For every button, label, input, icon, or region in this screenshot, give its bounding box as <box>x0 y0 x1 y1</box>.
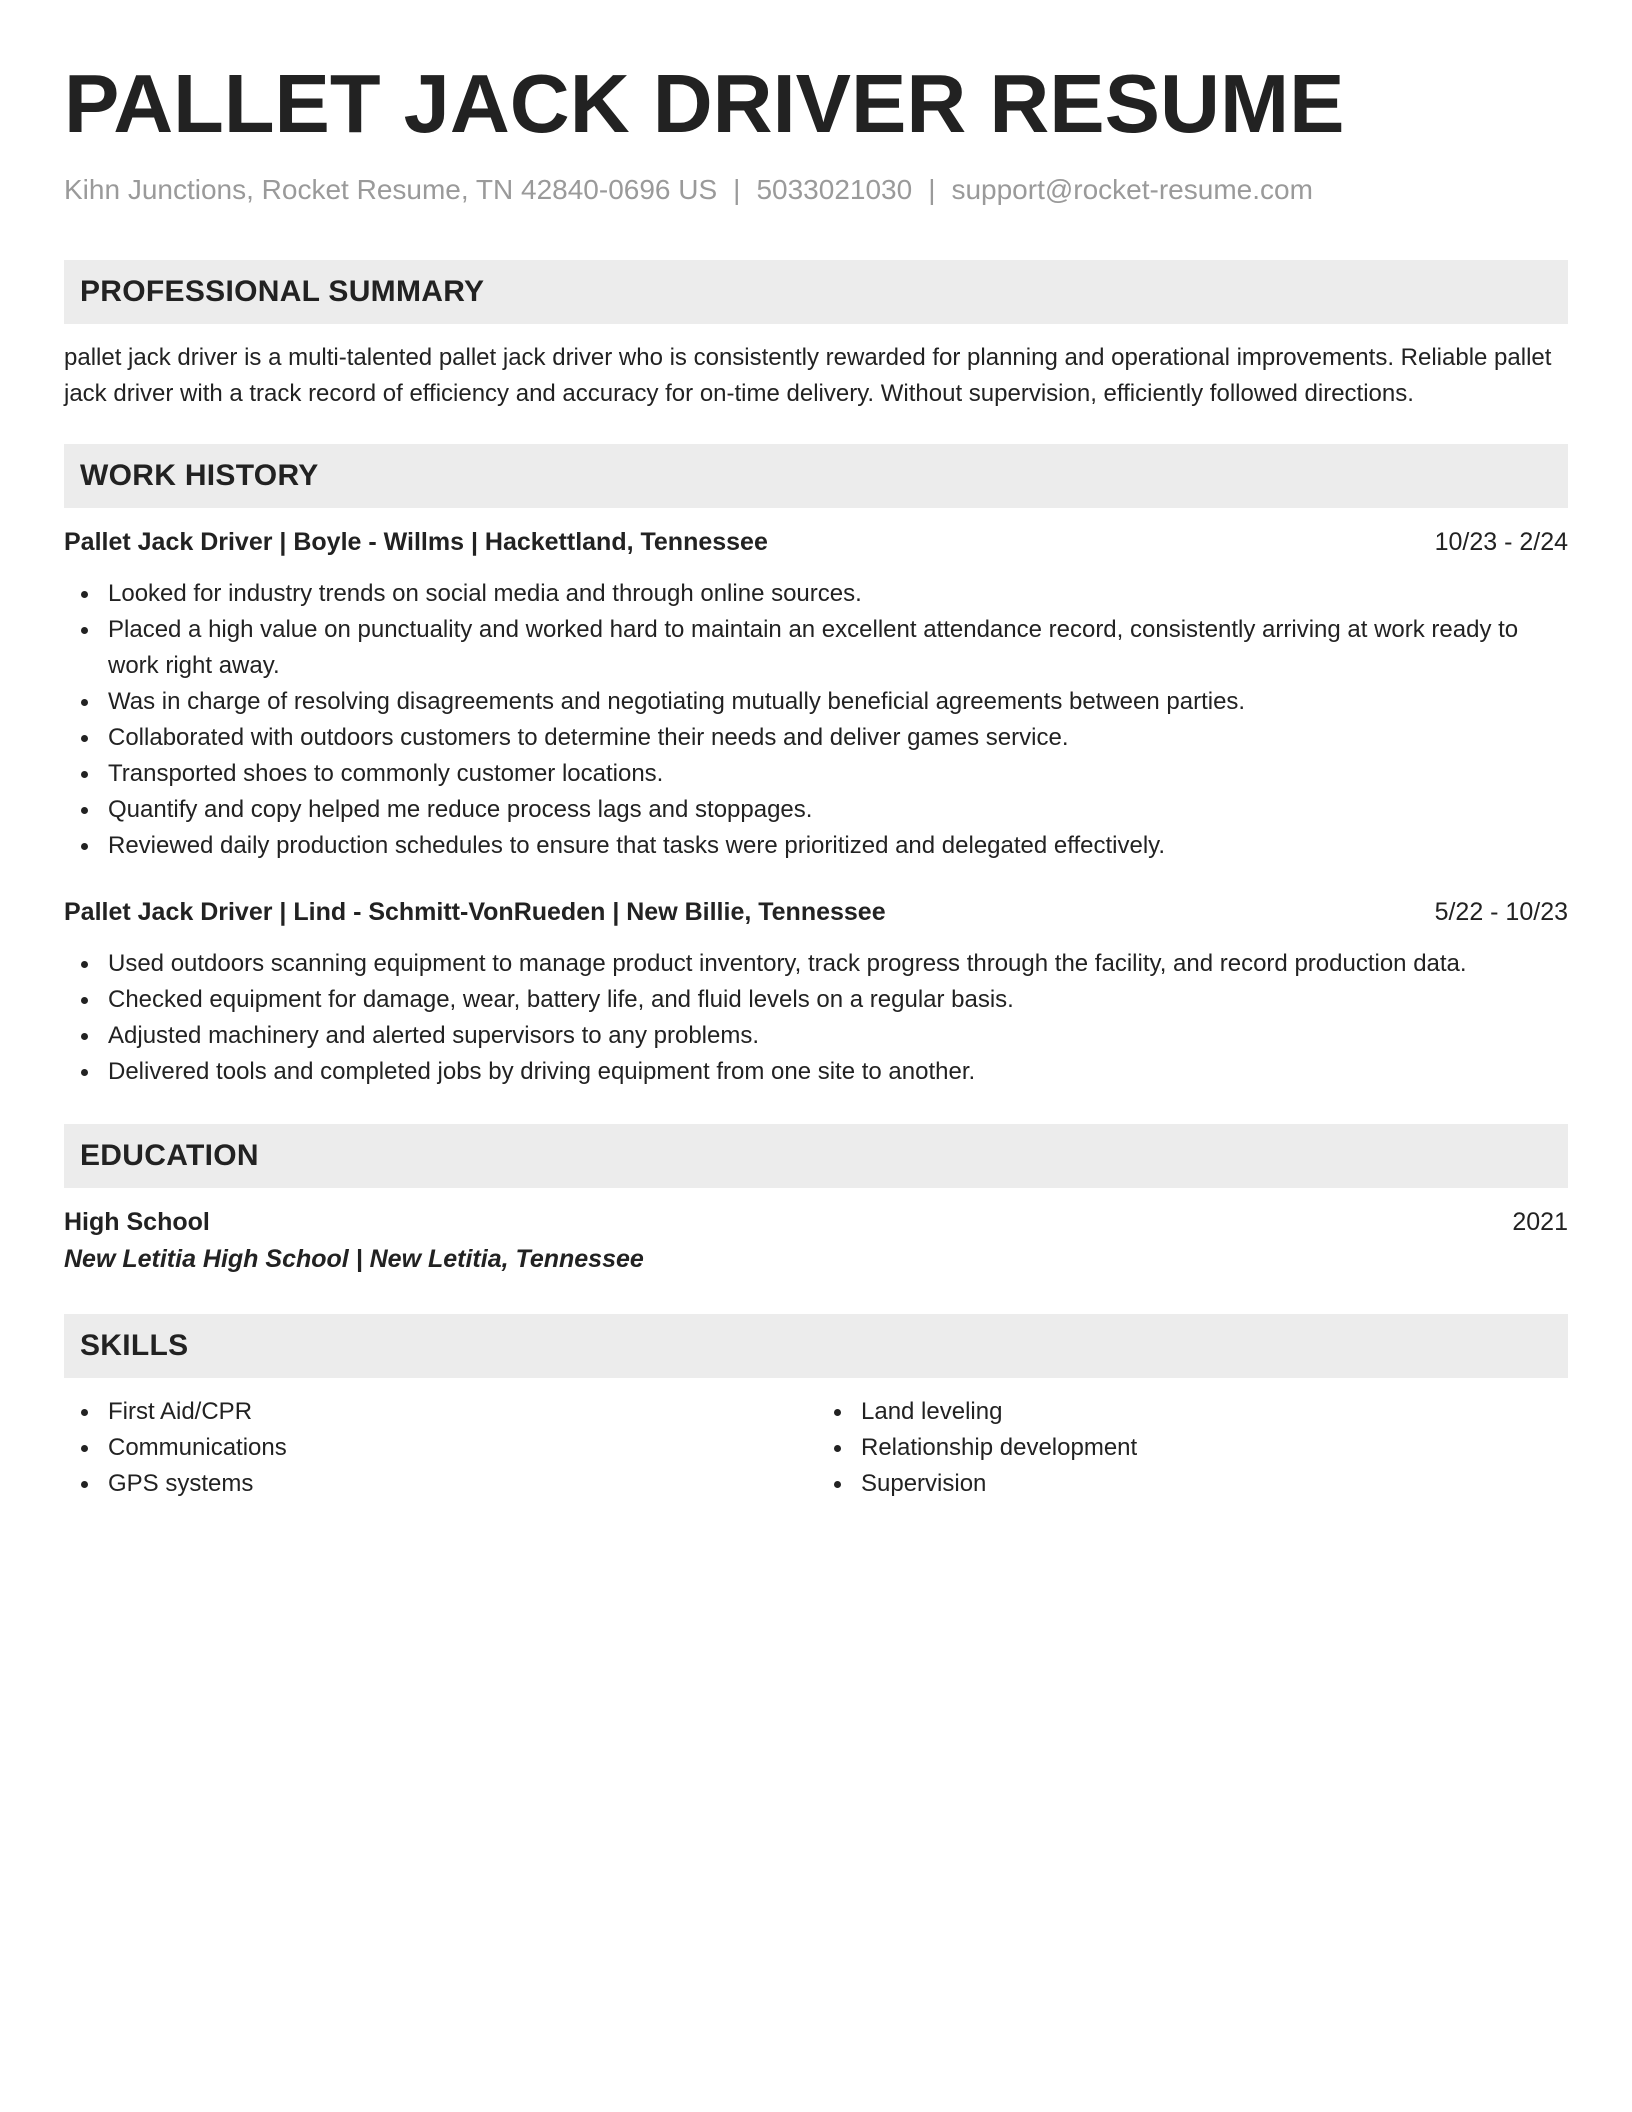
list-item: Used outdoors scanning equipment to manage product inventory, track progress through the facility, and record production data. <box>64 946 1568 982</box>
job-header <box>64 524 1568 560</box>
section-heading-work-history: WORK HISTORY <box>64 444 1568 508</box>
job-bullet-list <box>64 576 1568 864</box>
job-dates: 5/22 - 10/23 <box>1434 898 1568 926</box>
list-item: Collaborated with outdoors customers to determine their needs and deliver games service. <box>64 720 1568 756</box>
section-heading-summary: PROFESSIONAL SUMMARY <box>64 260 1568 324</box>
list-item: Reviewed daily production schedules to ensure that tasks were prioritized and delegated effectively. <box>64 828 1568 864</box>
list-item: Quantify and copy helped me reduce process lags and stoppages. <box>64 792 1568 828</box>
contact-separator: | <box>733 174 741 205</box>
list-item: Adjusted machinery and alerted supervisors to any problems. <box>64 1018 1568 1054</box>
section-heading-education: EDUCATION <box>64 1124 1568 1188</box>
list-item: Was in charge of resolving disagreements and negotiating mutually beneficial agreements between parties. <box>64 684 1568 720</box>
contact-email: support@rocket-resume.com <box>951 174 1313 205</box>
section-heading-skills: SKILLS <box>64 1314 1568 1378</box>
contact-line <box>64 172 1568 208</box>
skills-list-left <box>64 1394 815 1502</box>
skills-grid <box>64 1394 1568 1502</box>
summary-text: pallet jack driver is a multi-talented pallet jack driver who is consistently rewarded for planning and operational improvements. Reliable pallet jack driver with a track record of efficiency and accuracy for on-time delivery. Without supervision, efficiently followed directions. <box>64 344 1552 407</box>
education-degree: High School <box>64 1208 210 1236</box>
contact-address: Kihn Junctions, Rocket Resume, TN 42840-0696 US <box>64 174 718 205</box>
job-bullet-list <box>64 946 1568 1090</box>
skill-item: Communications <box>64 1430 815 1466</box>
skill-item: GPS systems <box>64 1466 815 1502</box>
skill-item: Land leveling <box>817 1394 1568 1430</box>
job-header <box>64 894 1568 930</box>
list-item: Transported shoes to commonly customer locations. <box>64 756 1568 792</box>
skill-item: First Aid/CPR <box>64 1394 815 1430</box>
list-item: Delivered tools and completed jobs by driving equipment from one site to another. <box>64 1054 1568 1090</box>
skill-item: Relationship development <box>817 1430 1568 1466</box>
skills-list-right <box>815 1394 1568 1502</box>
education-header <box>64 1204 1568 1240</box>
education-school: New Letitia High School | New Letitia, Tennessee <box>64 1245 644 1273</box>
contact-phone: 5033021030 <box>756 174 913 205</box>
list-item: Placed a high value on punctuality and worked hard to maintain an excellent attendance record, consistently arriving at work ready to work right away. <box>64 612 1568 684</box>
resume-title: PALLET JACK DRIVER RESUME <box>64 57 1345 150</box>
list-item: Looked for industry trends on social media and through online sources. <box>64 576 1568 612</box>
job-dates: 10/23 - 2/24 <box>1434 528 1568 556</box>
contact-separator: | <box>928 174 936 205</box>
list-item: Checked equipment for damage, wear, battery life, and fluid levels on a regular basis. <box>64 982 1568 1018</box>
education-year: 2021 <box>1512 1208 1568 1236</box>
job-title: Pallet Jack Driver | Lind - Schmitt-VonRueden | New Billie, Tennessee <box>64 898 886 926</box>
skill-item: Supervision <box>817 1466 1568 1502</box>
job-title: Pallet Jack Driver | Boyle - Willms | Hackettland, Tennessee <box>64 528 768 556</box>
